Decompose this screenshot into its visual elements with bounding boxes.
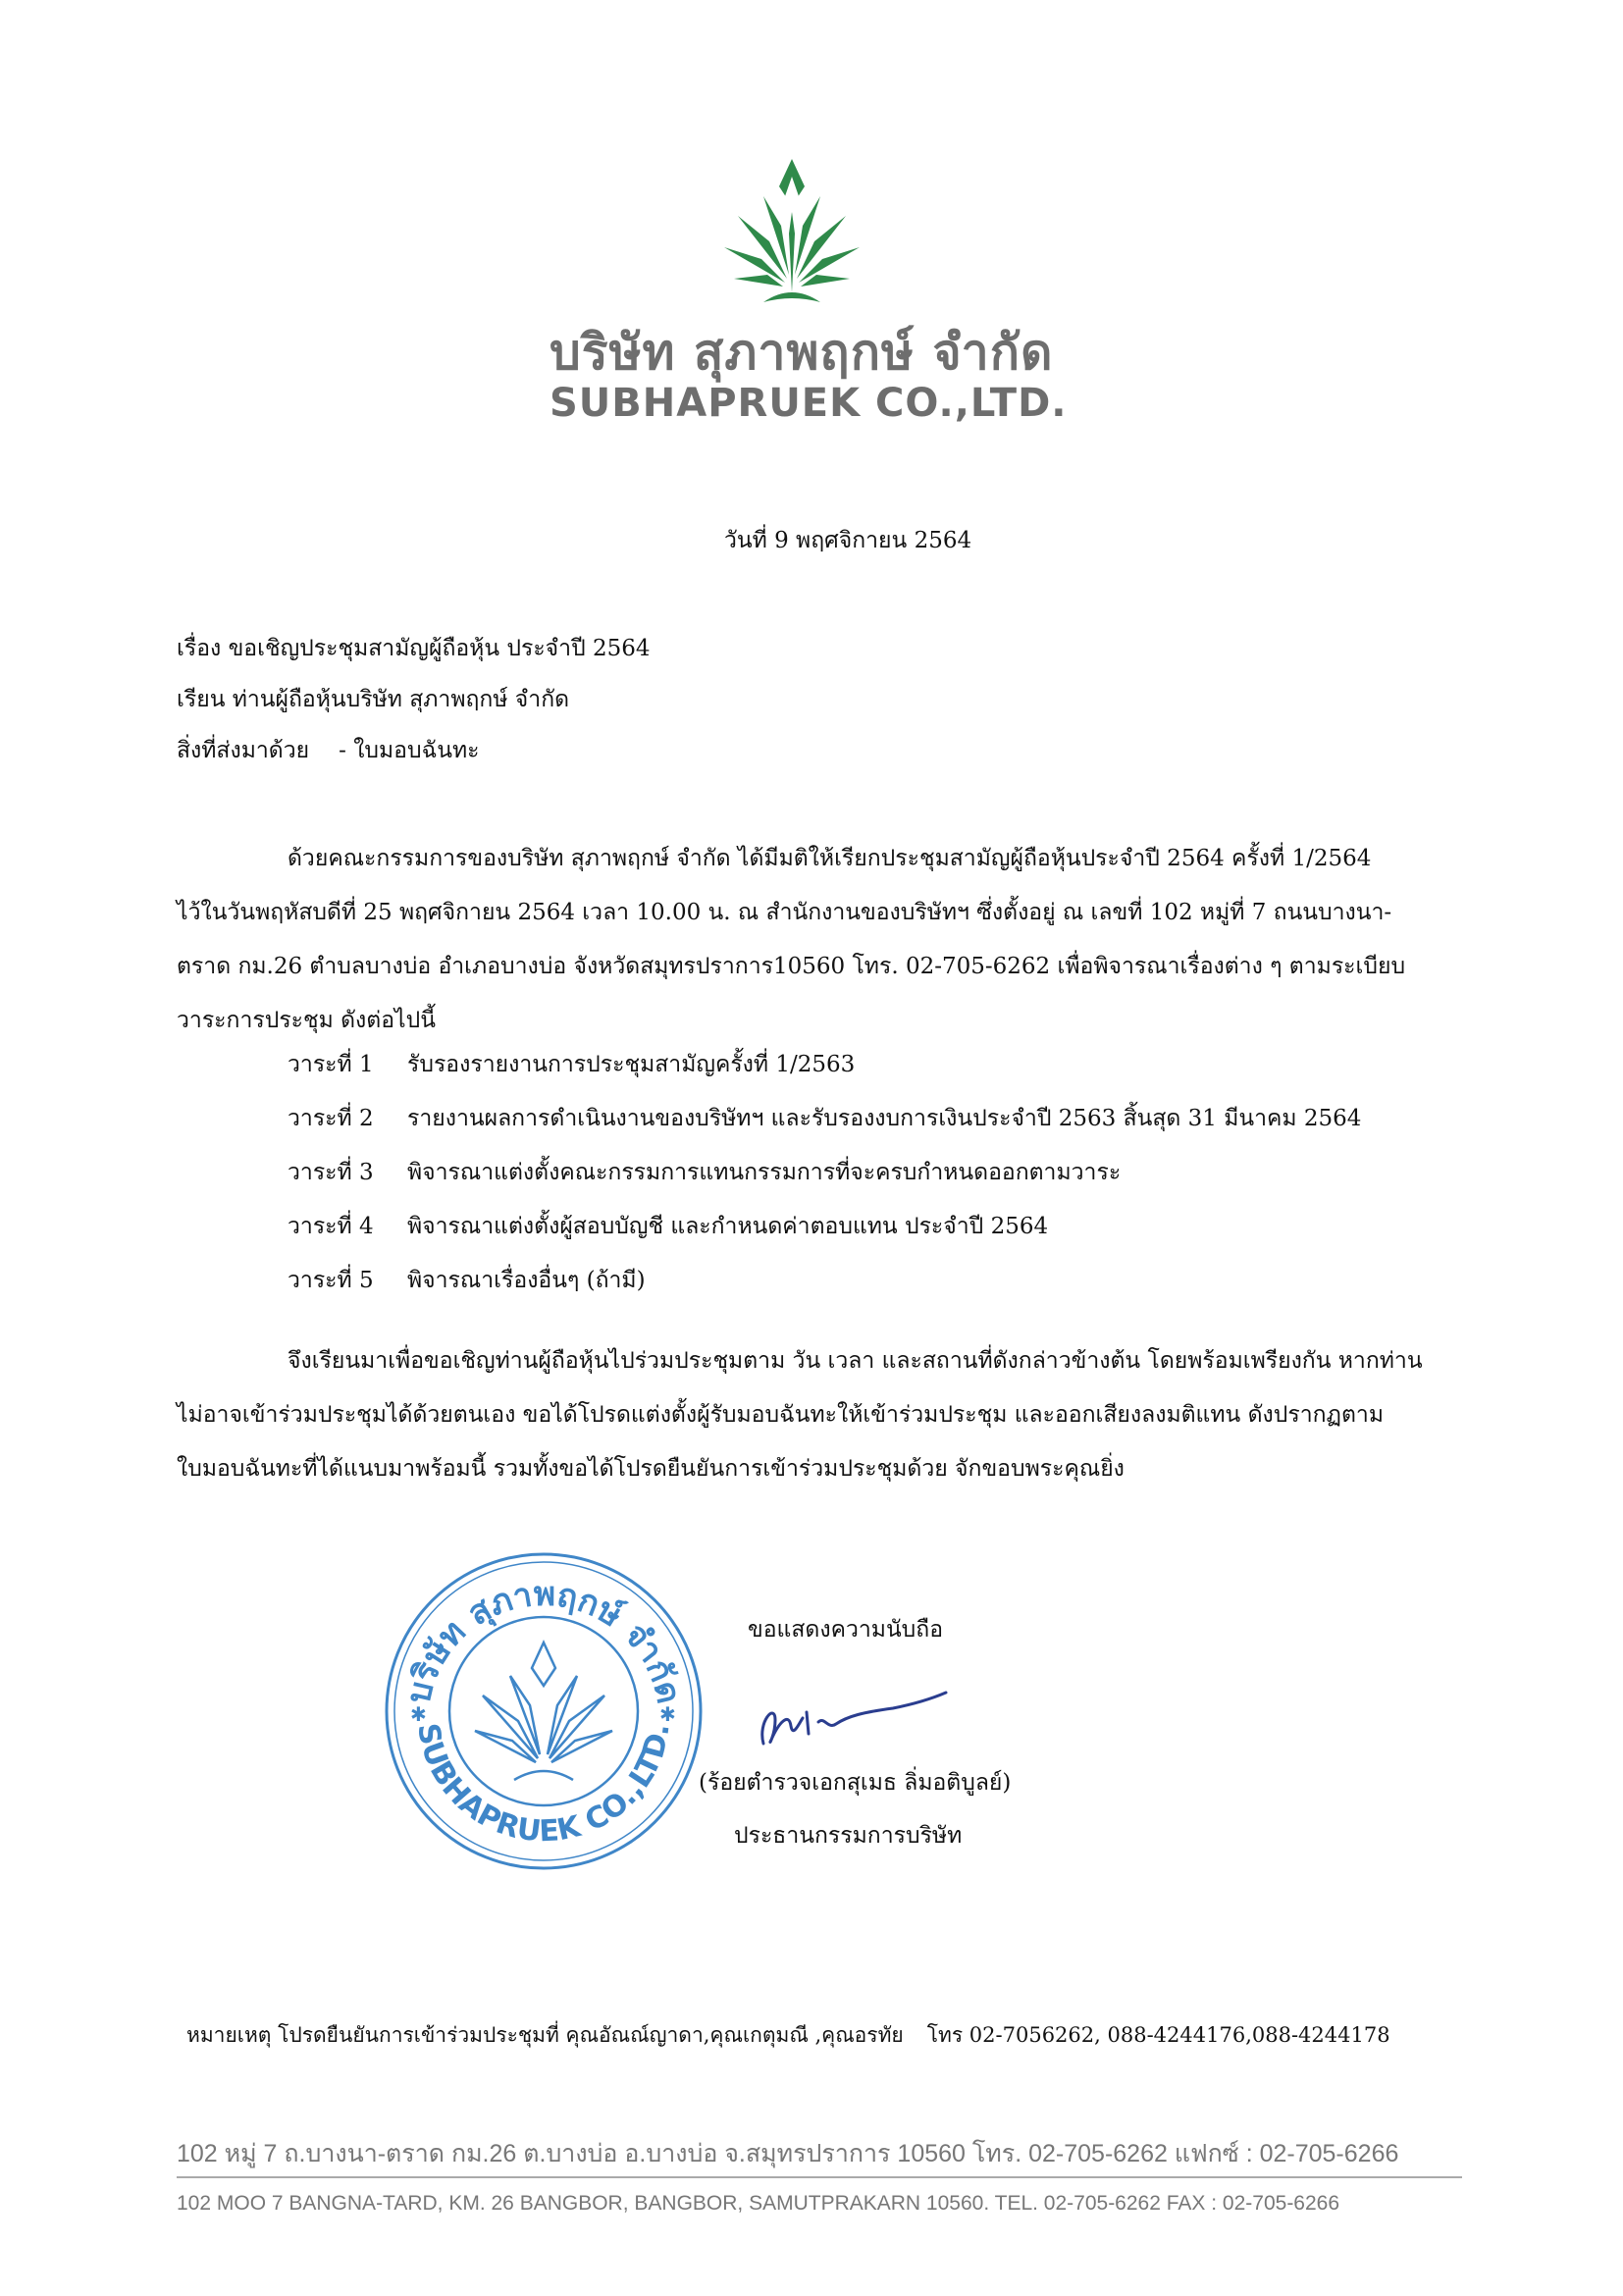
letter-recipient: เรียน ท่านผู้ถือหุ้นบริษัท สุภาพฤกษ์ จำกัด: [177, 687, 570, 712]
agenda-item: [288, 1038, 1361, 1092]
agenda-number: วาระที่ 3: [288, 1160, 374, 1185]
invitation-paragraph: [177, 832, 1492, 1048]
letter-date: วันที่ 9 พฤศจิกายน 2564: [724, 528, 972, 553]
note-text: โปรดยืนยันการเข้าร่วมประชุมที่ คุณอัณณ์ญาดา,คุณเกตุมณี ,คุณอรทัย: [278, 2023, 904, 2047]
closing-salutation: ขอแสดงความนับถือ: [748, 1617, 944, 1643]
enclosure-label: สิ่งที่ส่งมาด้วย: [177, 738, 310, 763]
company-name-english: SUBHAPRUEK CO.,LTD.: [550, 381, 1068, 426]
footer-address-english: 102 MOO 7 BANGNA-TARD, KM. 26 BANGBOR, BANGBOR, SAMUTPRAKARN 10560. TEL. 02-705-6262 FAX : 02-705-6266: [177, 2192, 1340, 2215]
agenda-text: พิจารณาเรื่องอื่นๆ (ถ้ามี): [407, 1268, 646, 1293]
signer-title: ประธานกรรมการบริษัท: [734, 1823, 963, 1849]
agenda-number: วาระที่ 4: [288, 1214, 374, 1239]
footer-divider: [177, 2176, 1462, 2178]
agenda-item: [288, 1092, 1361, 1146]
stamp-text-english: SUBHAPRUEK CO.,LTD.: [410, 1720, 677, 1850]
paragraph-line: ไว้ในวันพฤหัสบดีที่ 25 พฤศจิกายน 2564 เวลา 10.00 น. ณ สำนักงานของบริษัทฯ ซึ่งตั้งอยู่ ณ เลขที่ 102 หมู่ที่ 7 ถนนบางนา-: [177, 900, 1392, 925]
green-leaf-logo-icon: [724, 157, 860, 314]
remark-note: [186, 2023, 1390, 2048]
agenda-text: รับรองรายงานการประชุมสามัญครั้งที่ 1/2563: [407, 1052, 856, 1077]
paragraph-line: วาระการประชุม ดังต่อไปนี้: [177, 1008, 436, 1033]
agenda-number: วาระที่ 2: [288, 1106, 374, 1131]
handwritten-signature: [746, 1683, 952, 1761]
agenda-list: [288, 1038, 1361, 1308]
agenda-text: พิจารณาแต่งตั้งคณะกรรมการแทนกรรมการที่จะครบกำหนดออกตามวาระ: [407, 1160, 1122, 1185]
paragraph-line: จึงเรียนมาเพื่อขอเชิญท่านผู้ถือหุ้นไปร่วมประชุมตาม วัน เวลา และสถานที่ดังกล่าวข้างต้น โดยพร้อมเพรียงกัน หากท่าน: [288, 1348, 1423, 1374]
request-paragraph: [177, 1334, 1492, 1496]
agenda-item: [288, 1146, 1361, 1200]
note-phones: โทร 02-7056262, 088-4244176,088-4244178: [926, 2023, 1390, 2047]
agenda-number: วาระที่ 1: [288, 1052, 374, 1077]
svg-text:✱: ✱: [410, 1702, 427, 1726]
company-seal-stamp: [381, 1548, 707, 1874]
paragraph-line: ด้วยคณะกรรมการของบริษัท สุภาพฤกษ์ จำกัด ได้มีมติให้เรียกประชุมสามัญผู้ถือหุ้นประจำปี 2564 ครั้งที่ 1/2564: [288, 846, 1372, 871]
svg-text:SUBHAPRUEK CO.,LTD.: [410, 1721, 677, 1850]
agenda-item: [288, 1200, 1361, 1254]
svg-text:✱: ✱: [659, 1702, 676, 1726]
footer-address-thai: 102 หมู่ 7 ถ.บางนา-ตราด กม.26 ต.บางบ่อ อ.บางบ่อ จ.สมุทรปราการ 10560 โทร. 02-705-6262 แฟกซ์ : 02-705-6266: [177, 2140, 1399, 2167]
agenda-number: วาระที่ 5: [288, 1268, 374, 1293]
letter-enclosure: [177, 738, 480, 765]
paragraph-line: ใบมอบฉันทะที่ได้แนบมาพร้อมนี้ รวมทั้งขอได้โปรดยืนยันการเข้าร่วมประชุมด้วย จักขอบพระคุณยิ่ง: [177, 1456, 1125, 1482]
paragraph-line: ไม่อาจเข้าร่วมประชุมได้ด้วยตนเอง ขอได้โปรดแต่งตั้งผู้รับมอบฉันทะให้เข้าร่วมประชุม และออกเสียงลงมติแทน ดังปรากฏตาม: [177, 1402, 1384, 1428]
stamp-text-thai: บริษัท สุภาพฤกษ์ จำกัด: [398, 1574, 689, 1707]
signer-name: (ร้อยตำรวจเอกสุเมธ ลิ่มอติบูลย์): [699, 1770, 1012, 1796]
stamp-leaf-icon: [475, 1643, 612, 1780]
enclosure-item: - ใบมอบฉันทะ: [339, 738, 480, 763]
agenda-item: [288, 1254, 1361, 1308]
agenda-text: พิจารณาแต่งตั้งผู้สอบบัญชี และกำหนดค่าตอบแทน ประจำปี 2564: [407, 1214, 1049, 1239]
letter-subject: เรื่อง ขอเชิญประชุมสามัญผู้ถือหุ้น ประจำปี 2564: [177, 636, 651, 661]
note-label: หมายเหตุ: [186, 2023, 272, 2047]
company-name-thai: บริษัท สุภาพฤกษ์ จำกัด: [550, 324, 1054, 381]
paragraph-line: ตราด กม.26 ตำบลบางบ่อ อำเภอบางบ่อ จังหวัดสมุทรปราการ10560 โทร. 02-705-6262 เพื่อพิจารณาเรื่องต่าง ๆ ตามระเบียบ: [177, 954, 1406, 979]
agenda-text: รายงานผลการดำเนินงานของบริษัทฯ และรับรองงบการเงินประจำปี 2563 สิ้นสุด 31 มีนาคม 2564: [407, 1106, 1362, 1131]
